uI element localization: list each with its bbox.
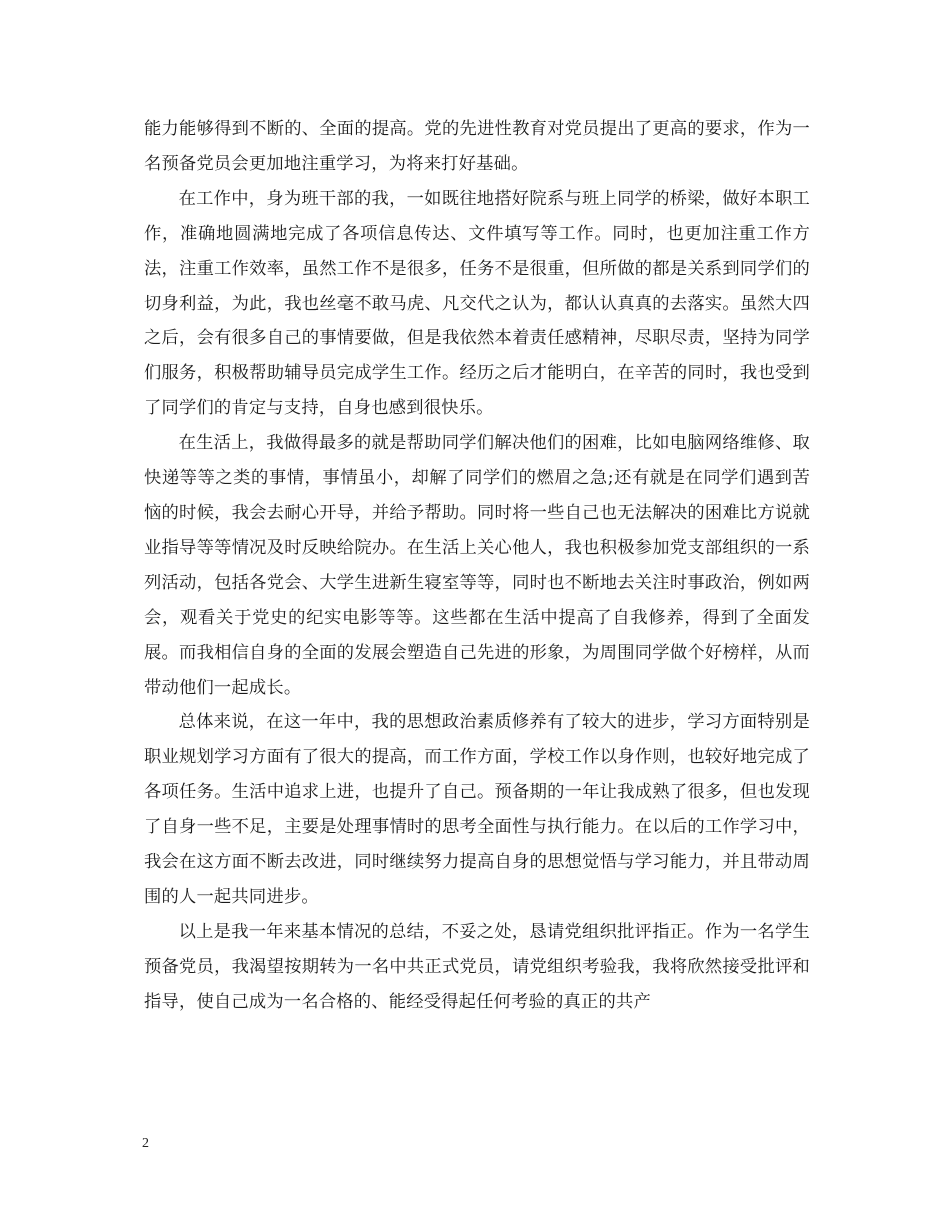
paragraph-conclusion: 以上是我一年来基本情况的总结，不妥之处，恳请党组织批评指正。作为一名学生预备党员，我渴望按期转为一名中共正式党员，请党组织考验我，我将欣然接受批评和指导，使自己成为一名合格的、能经受得起任何考验的真正的共产 xyxy=(144,921,810,1012)
paragraph-work: 在工作中，身为班干部的我，一如既往地搭好院系与班上同学的桥梁，做好本职工作，准确地圆满地完成了各项信息传达、文件填写等工作。同时，也更加注重工作方法，注重工作效率，虽然工作不是很多，任务不是很重，但所做的都是关系到同学们的切身利益，为此，我也丝毫不敢马虎、凡交代之认为，都认认真真的去落实。虽然大四之后，会有很多自己的事情要做，但是我依然本着责任感精神，尽职尽责，坚持为同学们服务，积极帮助辅导员完成学生工作。经历之后才能明白，在辛苦的同时，我也受到了同学们的肯定与支持，自身也感到很快乐。 xyxy=(144,188,810,419)
paragraph-continuation: 能力能够得到不断的、全面的提高。党的先进性教育对党员提出了更高的要求，作为一名预备党员会更加地注重学习，为将来打好基础。 xyxy=(144,119,810,174)
document-body xyxy=(144,112,810,1020)
paragraph-summary: 总体来说，在这一年中，我的思想政治素质修养有了较大的进步，学习方面特别是职业规划学习方面有了很大的提高，而工作方面，学校工作以身作则，也较好地完成了各项任务。生活中追求上进，也提升了自己。预备期的一年让我成熟了很多，但也发现了自身一些不足，主要是处理事情时的思考全面性与执行能力。在以后的工作学习中，我会在这方面不断去改进，同时继续努力提高自身的思想觉悟与学习能力，并且带动周围的人一起共同进步。 xyxy=(144,712,810,907)
paragraph-life: 在生活上，我做得最多的就是帮助同学们解决他们的困难，比如电脑网络维修、取快递等等之类的事情，事情虽小，却解了同学们的燃眉之急;还有就是在同学们遇到苦恼的时候，我会去耐心开导，并给予帮助。同时将一些自己也无法解决的困难比方说就业指导等等情况及时反映给院办。在生活上关心他人，我也积极参加党支部组织的一系列活动，包括各党会、大学生进新生寝室等等，同时也不断地去关注时事政治，例如两会，观看关于党史的纪实电影等等。这些都在生活中提高了自我修养，得到了全面发展。而我相信自身的全面的发展会塑造自己先进的形象，为周围同学做个好榜样，从而带动他们一起成长。 xyxy=(144,433,810,698)
page-number: 2 xyxy=(142,1136,149,1151)
